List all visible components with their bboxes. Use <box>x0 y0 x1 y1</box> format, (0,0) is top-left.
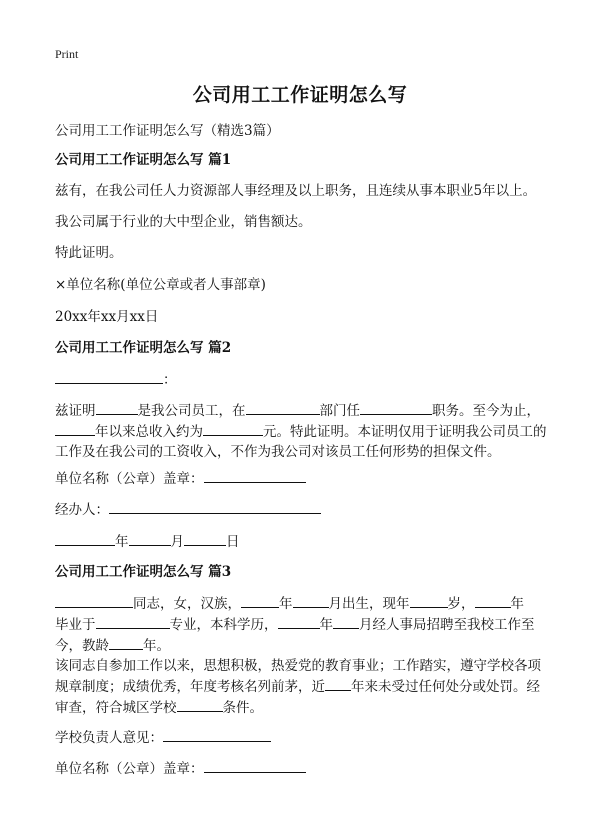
section-1-heading: 公司用工工作证明怎么写 篇1 <box>55 152 232 168</box>
colleague-name-blank <box>55 593 133 608</box>
position-blank <box>360 400 432 415</box>
document-subtitle: 公司用工工作证明怎么写（精选3篇） <box>55 123 280 139</box>
principal-opinion-label: 学校负责人意见： <box>55 730 163 746</box>
year-label: 年 <box>115 534 129 550</box>
years-blank <box>55 421 95 436</box>
section-1-paragraph-3: 特此证明。 <box>55 245 123 261</box>
section-1-paragraph-1: 兹有，在我公司任人力资源部人事经理及以上职务，且连续从事本职业5年以上。 <box>55 183 537 199</box>
section-1-paragraph-2: 我公司属于行业的大中型企业，销售额达。 <box>55 214 312 230</box>
cert-text-1: 兹证明 <box>55 403 96 419</box>
s3-text-a7: 专业，本科学历， <box>169 617 278 633</box>
recent-years-blank <box>325 676 351 691</box>
month-label: 月 <box>170 534 184 550</box>
s3-text-a5: 年 <box>510 596 524 612</box>
section-3-heading: 公司用工工作证明怎么写 篇3 <box>55 564 232 580</box>
section-2-date-line <box>55 531 240 552</box>
s3-text-a1: 同志，女，汉族， <box>133 596 241 612</box>
section-3-paragraph-1 <box>55 593 547 656</box>
s3-text-a4: 岁， <box>447 596 475 612</box>
cert-text-6: 元。特此证明。本证明仅用于证明我公司员工的工作及在我公司的工资收入，不作为我公司对该员工任何形势的担保文件。 <box>55 424 547 460</box>
day-label: 日 <box>226 534 240 550</box>
day-blank <box>184 531 226 546</box>
document-title: 公司用工工作证明怎么写 <box>192 84 408 106</box>
school-blank <box>96 614 170 629</box>
s3-text-b2: 年来未受过任何处分或处罚。经审查，符合城区学校 <box>55 679 540 716</box>
handler-line <box>55 499 321 520</box>
handler-label: 经办人： <box>55 502 109 518</box>
condition-blank <box>177 697 223 712</box>
s3-text-a10: 年。 <box>143 638 170 654</box>
birth-year-blank <box>241 593 279 608</box>
birth-month-blank <box>293 593 329 608</box>
unit-seal-blank-2 <box>204 758 306 773</box>
unit-seal-label-2: 单位名称（公章）盖章： <box>55 761 204 777</box>
s3-text-a3: 月出生，现年 <box>328 596 410 612</box>
cert-text-4: 职务。至今为止， <box>432 403 540 419</box>
s3-text-a9: 月经人事局招聘至我校工作至今，教龄 <box>55 617 535 654</box>
teaching-years-blank <box>109 635 143 650</box>
addressee-line <box>55 369 177 390</box>
cert-text-3: 部门任 <box>319 403 360 419</box>
cert-text-5: 年以来总收入约为 <box>95 424 203 440</box>
principal-opinion-blank <box>163 727 271 742</box>
principal-opinion-line <box>55 727 271 748</box>
section-3-paragraph-2 <box>55 656 547 718</box>
section-2-unit-seal-line <box>55 468 306 489</box>
department-blank <box>246 400 320 415</box>
addressee-colon: ： <box>163 372 177 388</box>
print-label: Print <box>55 47 79 61</box>
s3-text-b3: 条件。 <box>222 700 263 716</box>
section-3-unit-seal-line <box>55 758 306 779</box>
handler-blank <box>109 499 321 514</box>
hire-month-blank <box>333 614 359 629</box>
s3-text-a8: 年 <box>319 617 333 633</box>
s3-text-a6: 毕业于 <box>55 617 96 633</box>
income-blank <box>203 421 263 436</box>
unit-seal-label: 单位名称（公章）盖章： <box>55 471 204 487</box>
age-blank <box>410 593 448 608</box>
year-blank <box>55 531 115 546</box>
s3-text-b1: 该同志自参加工作以来，思想积极，热爱党的教育事业；工作踏实，遵守学校各项规章制度；成绩优秀，年度考核名列前茅，近 <box>55 658 541 695</box>
section-1-date: 20xx年xx月xx日 <box>55 309 159 325</box>
month-blank <box>129 531 171 546</box>
s3-text-a2: 年 <box>279 596 293 612</box>
employee-name-blank <box>96 400 138 415</box>
unit-seal-blank <box>204 468 306 483</box>
section-1-signature: ×单位名称(单位公章或者人事部章) <box>55 277 266 293</box>
hire-year-blank <box>278 614 320 629</box>
section-2-heading: 公司用工工作证明怎么写 篇2 <box>55 340 232 356</box>
section-2-certificate-paragraph <box>55 400 547 462</box>
cert-text-2: 是我公司员工，在 <box>137 403 246 419</box>
graduation-year-blank <box>475 593 511 608</box>
addressee-blank <box>55 369 163 384</box>
